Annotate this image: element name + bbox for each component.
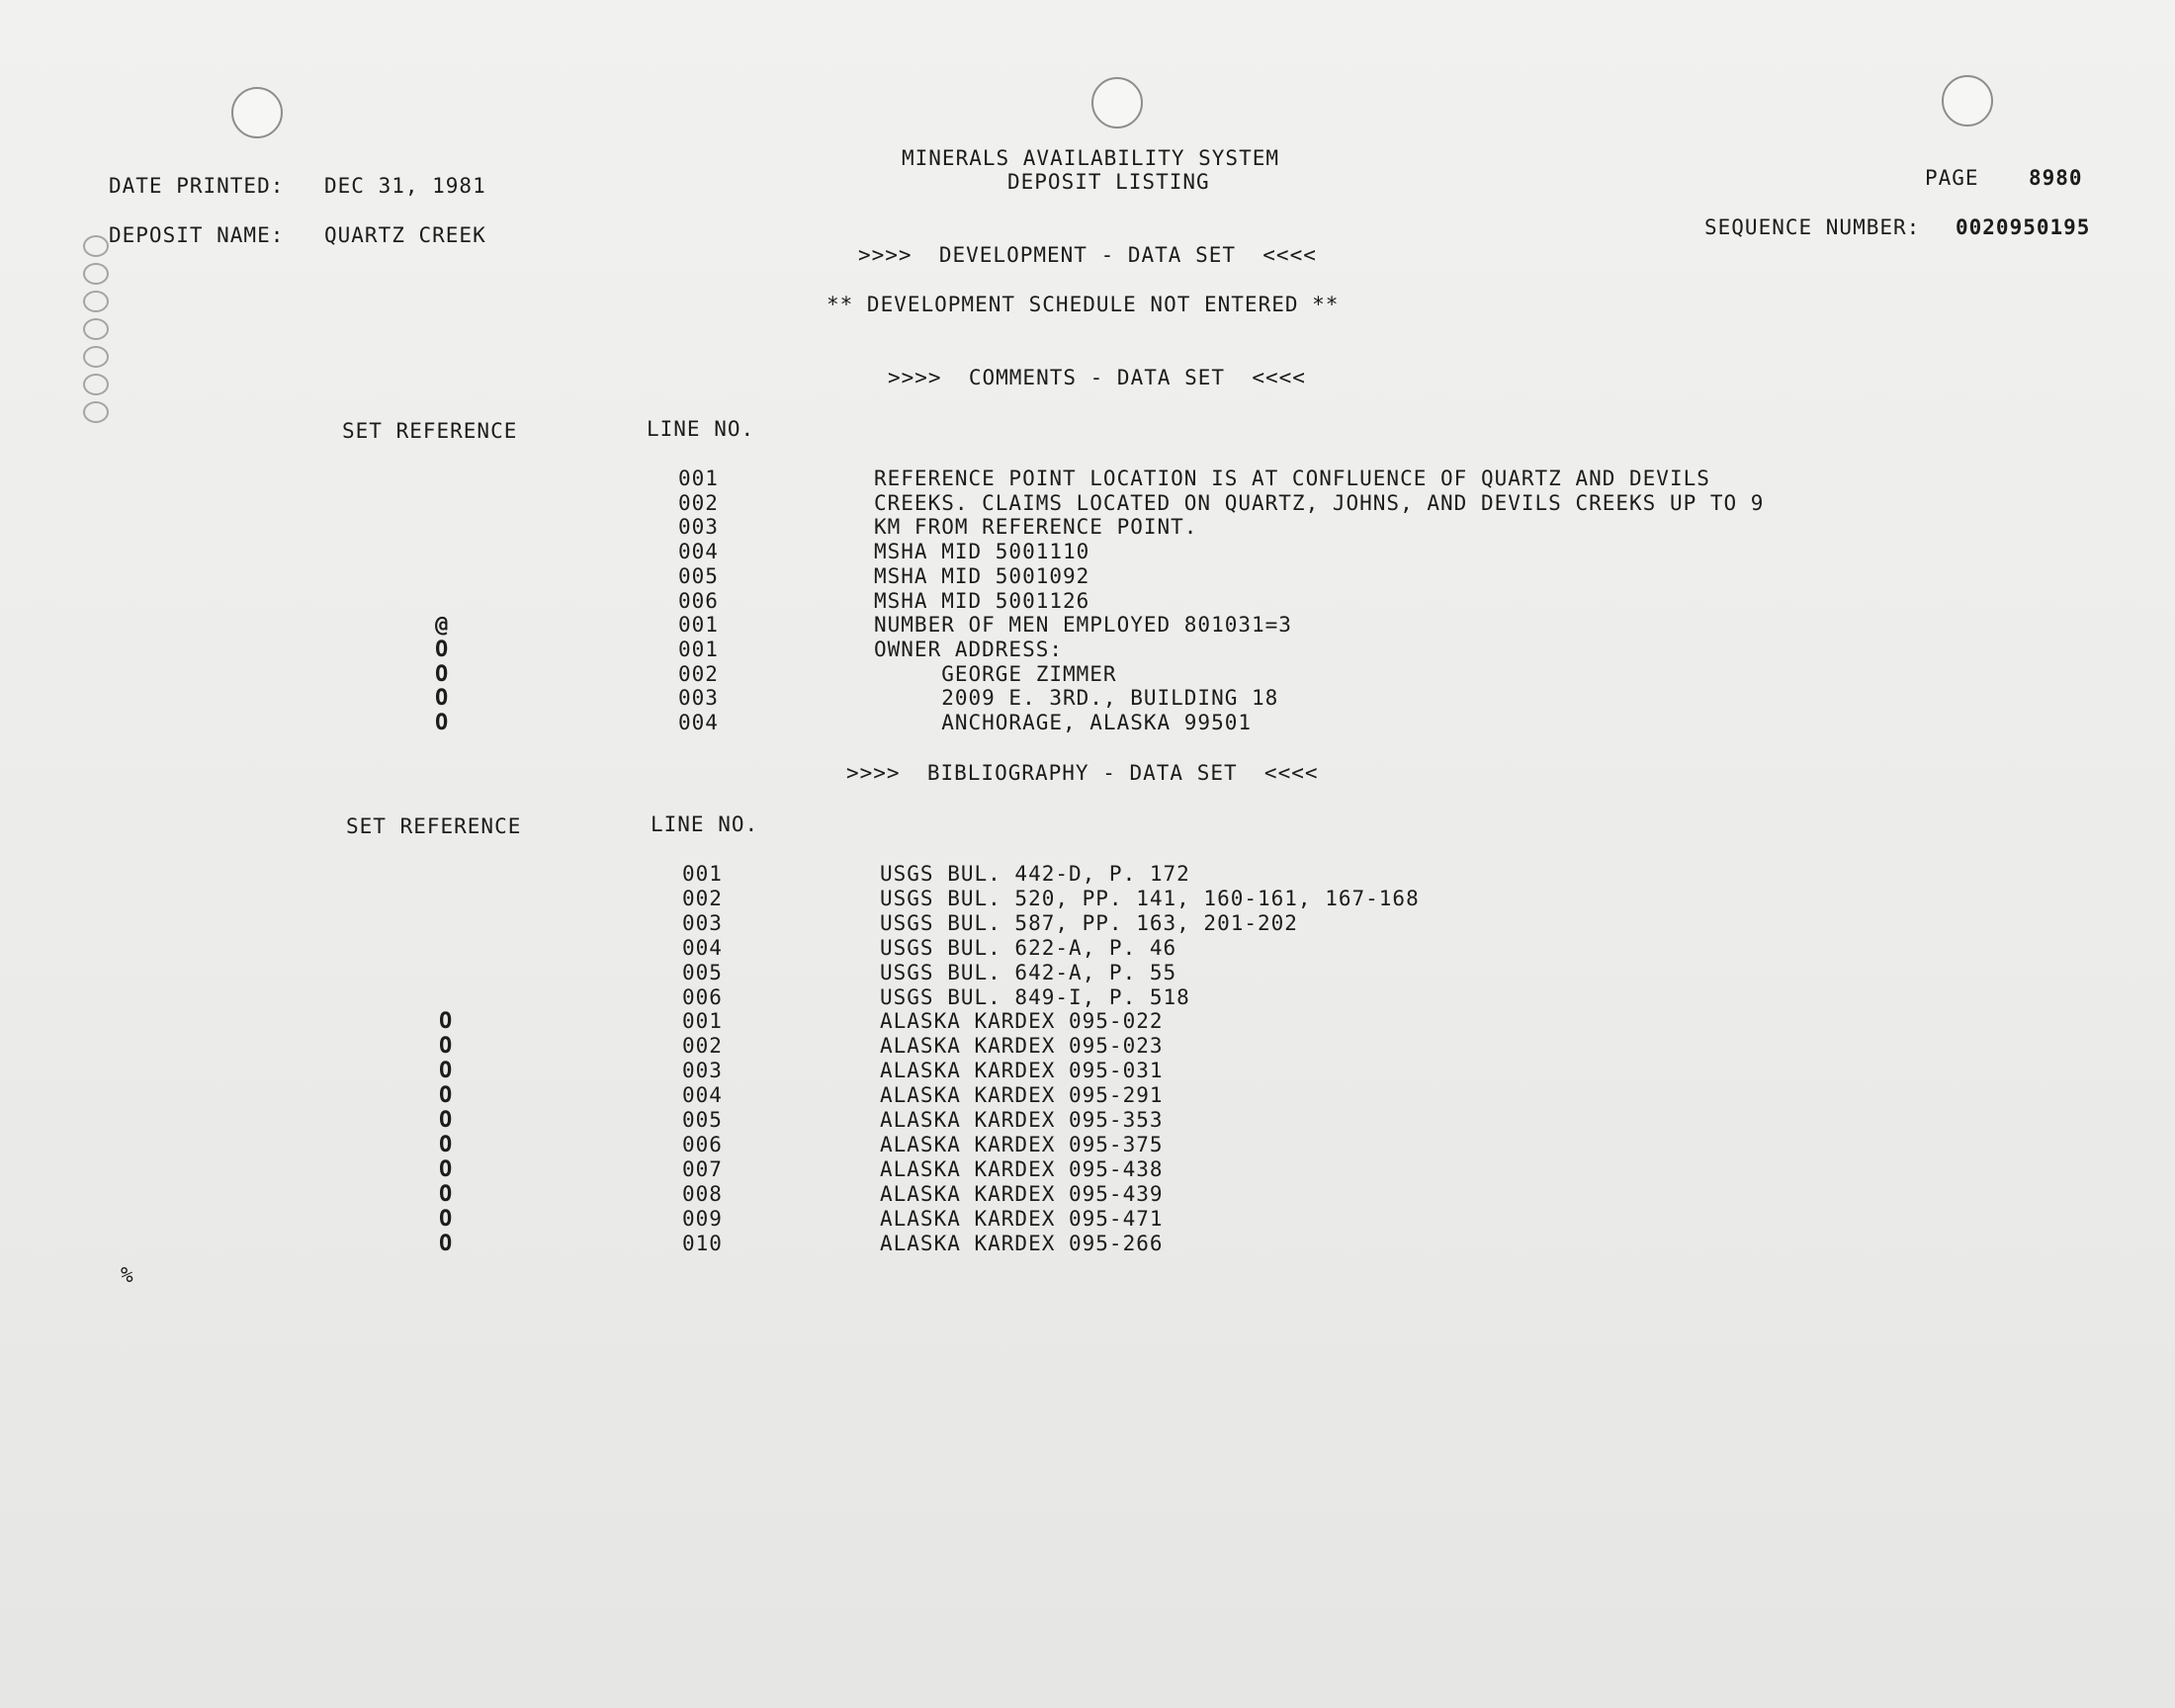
line-number: 002	[678, 490, 719, 515]
line-number: 002	[682, 1034, 723, 1059]
row-text: ALASKA KARDEX 095-471	[880, 1206, 1164, 1231]
footer-mark: %	[121, 1263, 134, 1287]
row-text: USGS BUL. 520, PP. 141, 160-161, 167-168	[880, 886, 1420, 910]
line-number: 006	[682, 984, 723, 1009]
set-reference-marker: O	[439, 1156, 454, 1182]
line-number: 006	[678, 588, 719, 613]
set-reference-marker: @	[435, 613, 450, 639]
set-reference-marker: O	[439, 1206, 454, 1232]
bibliography-col-line-no: LINE NO.	[651, 812, 759, 836]
page-label: PAGE	[1925, 166, 1979, 190]
line-number: 008	[682, 1181, 723, 1206]
row-text: CREEKS. CLAIMS LOCATED ON QUARTZ, JOHNS, AND DEVILS CREEKS UP TO 9	[874, 490, 1765, 515]
row-text: ALASKA KARDEX 095-439	[880, 1181, 1164, 1206]
line-number: 003	[682, 1059, 723, 1083]
row-text: KM FROM REFERENCE POINT.	[874, 515, 1198, 540]
set-reference-marker: O	[439, 1108, 454, 1133]
row-text: USGS BUL. 642-A, P. 55	[880, 960, 1177, 984]
comments-col-set-reference: SET REFERENCE	[342, 419, 518, 443]
row-text: USGS BUL. 442-D, P. 172	[880, 862, 1190, 886]
set-reference-marker: O	[435, 661, 450, 687]
line-number: 004	[678, 540, 719, 564]
line-number: 001	[678, 613, 719, 638]
listing-title: DEPOSIT LISTING	[1007, 170, 1210, 194]
page-number: 8980	[2029, 166, 2083, 190]
deposit-name-label: DEPOSIT NAME:	[109, 223, 285, 247]
row-text: ALASKA KARDEX 095-291	[880, 1083, 1164, 1108]
date-printed-label: DATE PRINTED:	[109, 174, 285, 198]
row-text: GEORGE ZIMMER	[874, 661, 1117, 686]
line-number: 003	[682, 910, 723, 935]
line-number: 005	[682, 1108, 723, 1132]
line-number: 001	[678, 467, 719, 490]
row-text: ANCHORAGE, ALASKA 99501	[874, 711, 1253, 734]
set-reference-marker: O	[439, 1059, 454, 1084]
set-reference-marker: O	[435, 686, 450, 712]
line-number: 009	[682, 1206, 723, 1231]
row-text: ALASKA KARDEX 095-023	[880, 1034, 1164, 1059]
line-number: 001	[678, 637, 719, 661]
sequence-number-value: 0020950195	[1956, 215, 2091, 239]
line-number: 003	[678, 686, 719, 711]
development-heading: >>>> DEVELOPMENT - DATA SET <<<<	[858, 243, 1317, 267]
set-reference-marker: O	[435, 711, 450, 735]
set-reference-marker: O	[439, 1231, 454, 1256]
line-number: 005	[682, 960, 723, 984]
set-reference-marker: O	[439, 1083, 454, 1109]
bibliography-heading: >>>> BIBLIOGRAPHY - DATA SET <<<<	[846, 761, 1319, 785]
line-number: 007	[682, 1156, 723, 1181]
line-number: 001	[682, 1009, 723, 1034]
line-number: 003	[678, 515, 719, 540]
line-number: 010	[682, 1231, 723, 1255]
row-text: NUMBER OF MEN EMPLOYED 801031=3	[874, 613, 1292, 638]
date-printed-value: DEC 31, 1981	[324, 174, 486, 198]
row-text: REFERENCE POINT LOCATION IS AT CONFLUENCE OF QUARTZ AND DEVILS	[874, 467, 1710, 490]
row-text: ALASKA KARDEX 095-438	[880, 1156, 1164, 1181]
set-reference-marker: O	[439, 1009, 454, 1035]
bibliography-col-set-reference: SET REFERENCE	[346, 814, 522, 838]
row-text: USGS BUL. 622-A, P. 46	[880, 935, 1177, 960]
line-number: 002	[682, 886, 723, 910]
comments-heading: >>>> COMMENTS - DATA SET <<<<	[888, 366, 1306, 389]
line-number: 006	[682, 1132, 723, 1156]
line-number: 005	[678, 563, 719, 588]
sequence-number-label: SEQUENCE NUMBER:	[1704, 215, 1921, 239]
punch-hole-center	[1091, 77, 1143, 128]
line-number: 001	[682, 862, 723, 886]
comments-col-line-no: LINE NO.	[647, 417, 755, 441]
deposit-name-value: QUARTZ CREEK	[324, 223, 486, 247]
row-text: MSHA MID 5001126	[874, 588, 1090, 613]
line-number: 004	[678, 711, 719, 734]
row-text: ALASKA KARDEX 095-266	[880, 1231, 1164, 1255]
set-reference-marker: O	[439, 1181, 454, 1207]
system-title: MINERALS AVAILABILITY SYSTEM	[902, 146, 1280, 170]
set-reference-marker: O	[439, 1034, 454, 1060]
set-reference-marker: O	[439, 1132, 454, 1157]
row-text: MSHA MID 5001110	[874, 540, 1090, 564]
row-text: MSHA MID 5001092	[874, 563, 1090, 588]
row-text: ALASKA KARDEX 095-353	[880, 1108, 1164, 1132]
set-reference-marker: O	[435, 637, 450, 662]
row-text: USGS BUL. 849-I, P. 518	[880, 984, 1190, 1009]
row-text: ALASKA KARDEX 095-031	[880, 1059, 1164, 1083]
punch-hole-left	[231, 87, 283, 138]
row-text: ALASKA KARDEX 095-375	[880, 1132, 1164, 1156]
row-text: OWNER ADDRESS:	[874, 637, 1064, 661]
line-number: 004	[682, 1083, 723, 1108]
punch-hole-right	[1942, 75, 1993, 127]
row-text: USGS BUL. 587, PP. 163, 201-202	[880, 910, 1298, 935]
development-note: ** DEVELOPMENT SCHEDULE NOT ENTERED **	[826, 293, 1340, 316]
row-text: 2009 E. 3RD., BUILDING 18	[874, 686, 1279, 711]
line-number: 004	[682, 935, 723, 960]
line-number: 002	[678, 661, 719, 686]
row-text: ALASKA KARDEX 095-022	[880, 1009, 1164, 1034]
